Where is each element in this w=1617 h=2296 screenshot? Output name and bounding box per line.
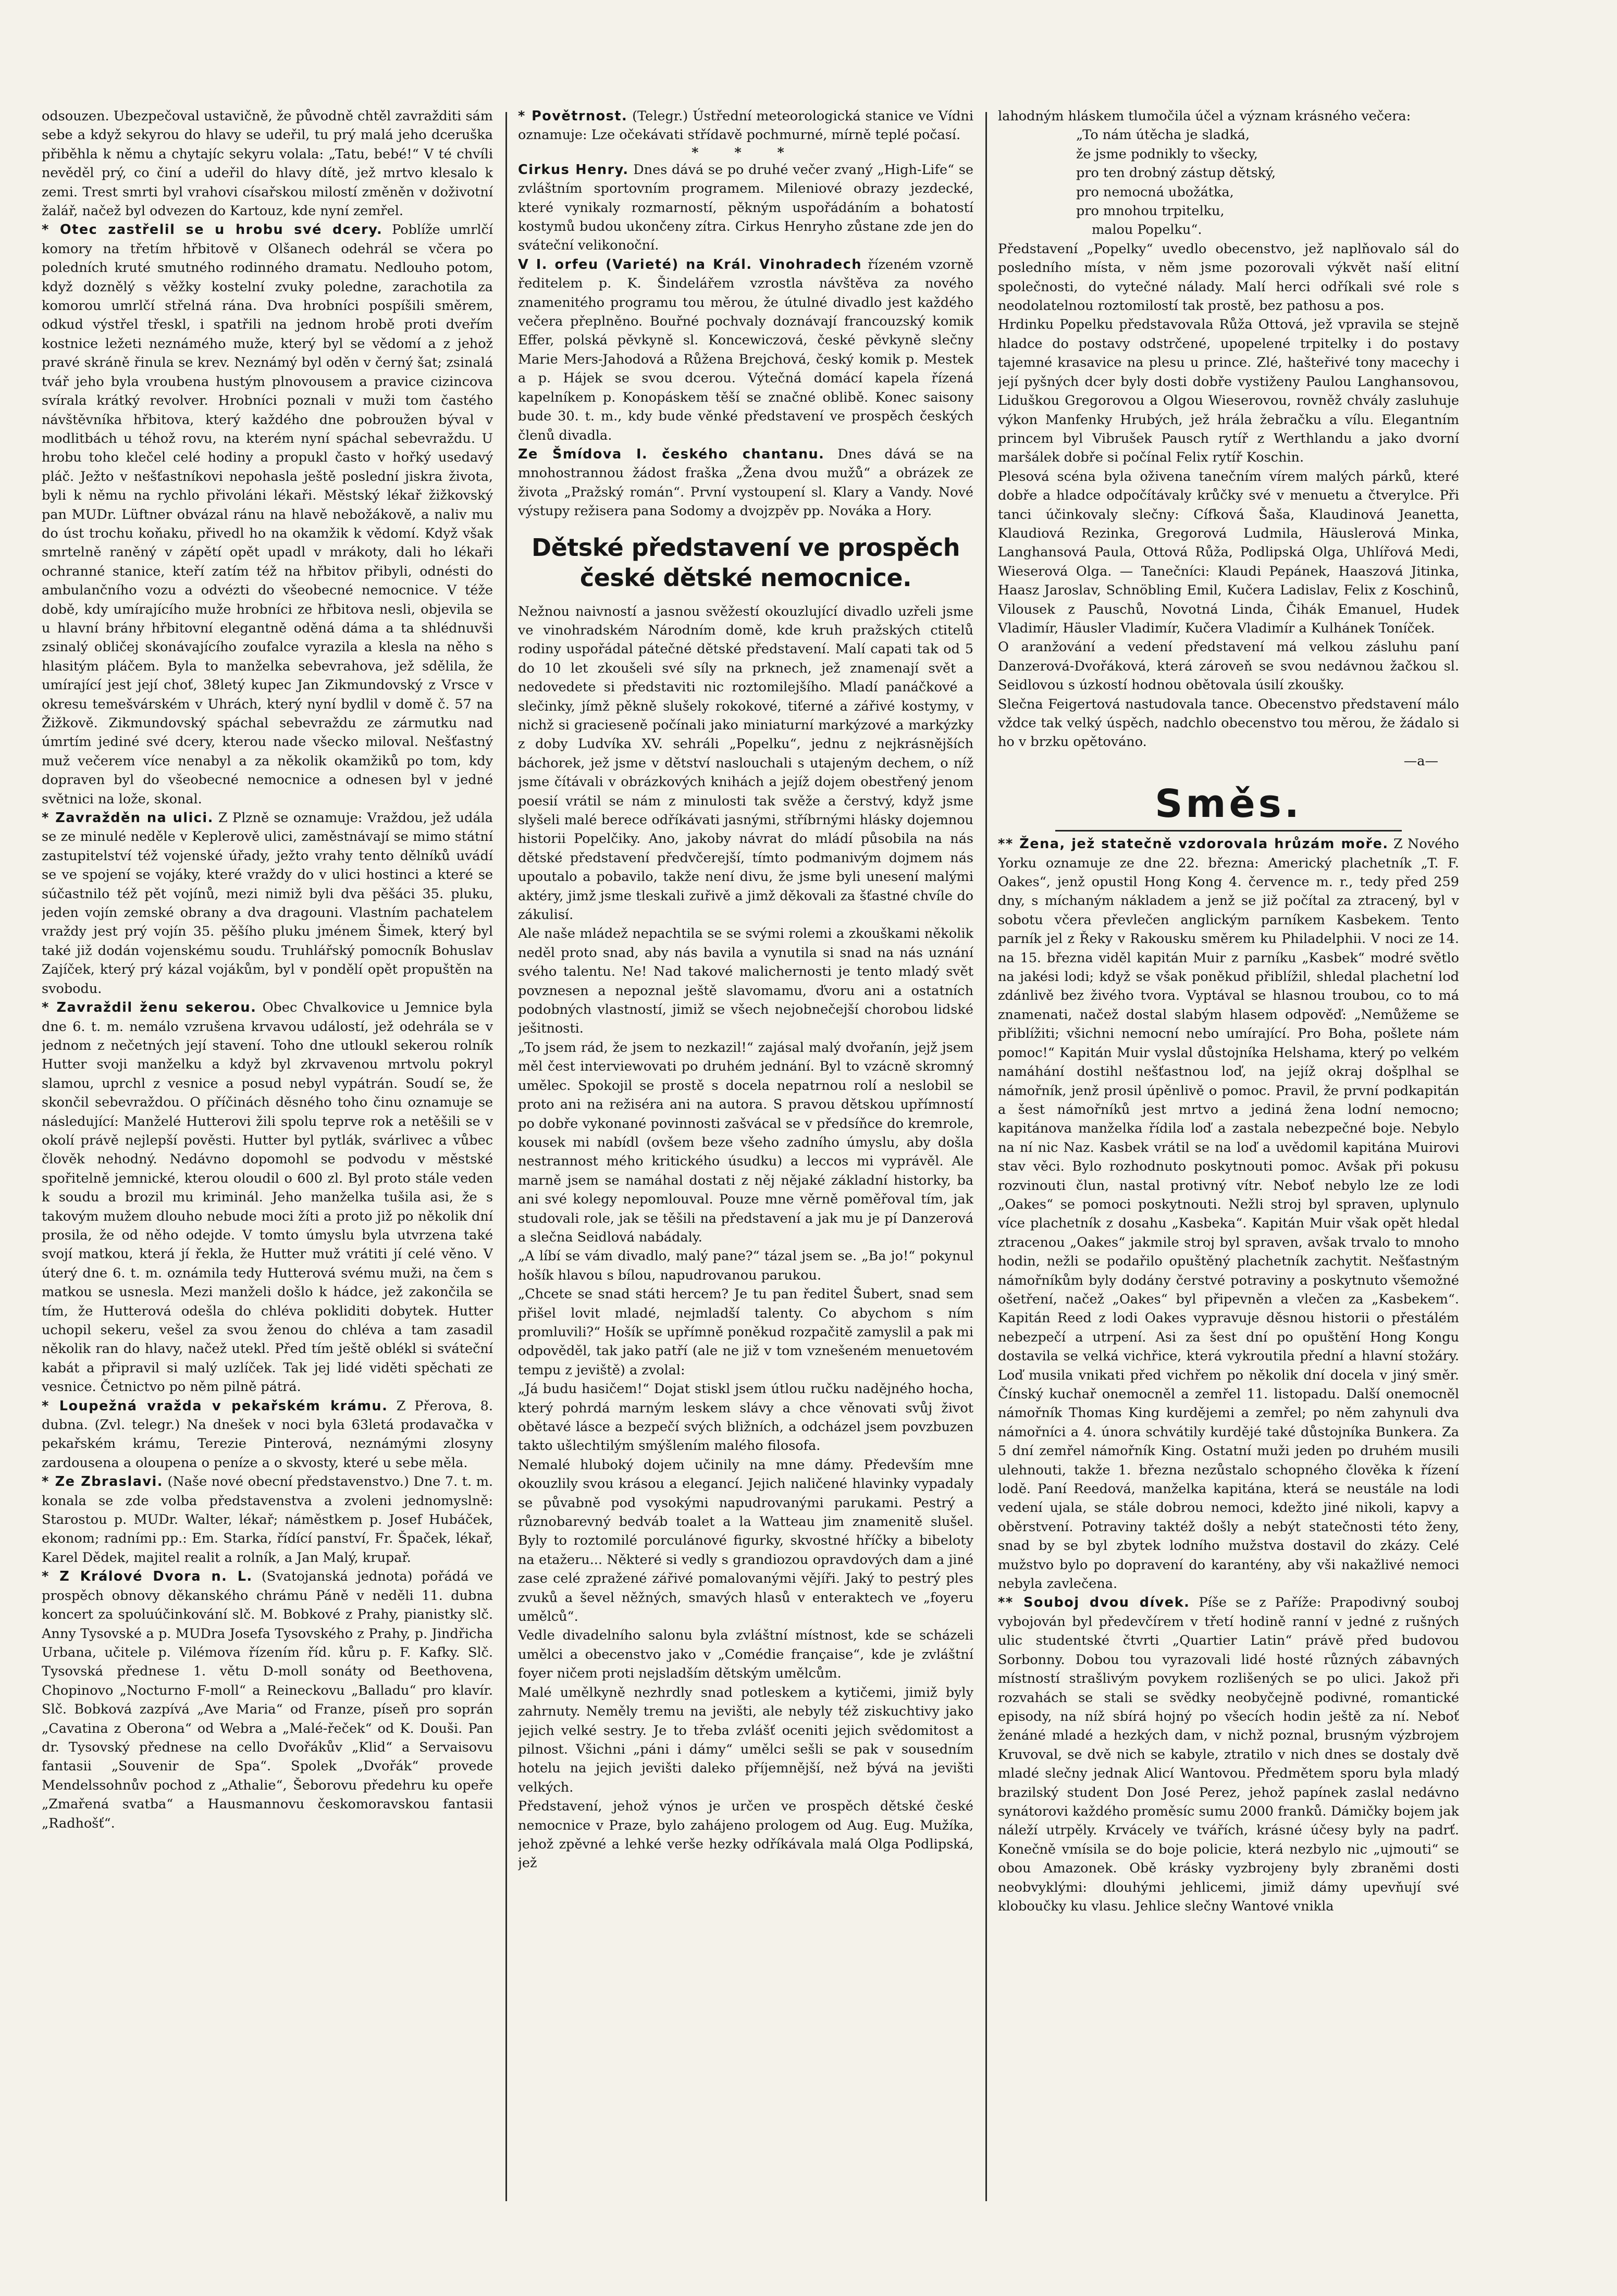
paragraph: „To jsem rád, že jsem to nezkazil!“ zajásal malý dvořanín, jejž jsem měl čest interviewovati po druhém jednání. Byl to vzácně skromný umělec. Spokojil se prostě s docela nepatrnou rolí a neslobil se proto ani na režiséra ani na autora. S pravou dětskou upřímností po dobře vykonané povinnosti zašvácal se v předsíňce do kremrole, kousek mi nabídl (ovšem beze všeho zadního úmyslu, aby došla nestrannost mého kritického úsudku) a leccos mi vyprávěl. Ale marně jsem se namáhal dostati z něj nějaké základní historky, ba ani své kolegy nepomlouval. Pouze mne věrně poměřoval tím, jak studovali role, jak se těšili na představení a jak mu je pí Danzerová a slečna Seidlová nabádaly. (518, 1039, 973, 1245)
news-item (42, 809, 493, 998)
news-item-text: Z Přerova, 8. dubna. (Zvl. telegr.) Na dnešek v noci byla 63letá prodavačka v pekařském krámu, Terezie Pinterová, neznámými zlosyny zardousena a oloupena o peníze a o skvosty, které u sebe měla. (42, 1398, 493, 1471)
news-item-headline: * Zavražděn na ulici. (42, 810, 214, 826)
paragraph: Nežnou naivností a jasnou svěžestí okouzlující divadlo uzřeli jsme ve vinohradském Národním domě, kde kruh pražských ctitelů rodiny uspořádal pátečné dětské představení. Malí capati tak od 5 do 10 let zkoušeli své síly na prknech, jež znamenají svět a nedovedete si představiti nic roztomilejšího. Mladí panáčkové a slečinky, jímž pěkně slušely rokokové, tiťerné a zářivé kostymy, v nichž si gracieseně počínali jako miniaturní markýzové a markýzky z doby Ludvíka XV. sehráli „Popelku“, jednu z nejkrásnějších báchorek, jež jsme v dětství naslouchali s utajeným dechem, o níž jsme čítávali v obrázkových knihách a jejíž dojem obestřený jenom poesií vrátil se nám z minulosti tak svěže a čerstvý, když jsme slyšeli malé berece odříkávati jasnými, stříbrnými hlásky dojemnou historii Popelčiky. Ano, jakoby návrat do mládí působila na nás dětské představení předvčerejší, tímto podmanivým dojmem nás upoutalo a pobavilo, takže není divu, že jsme byli unesení malými aktéry, jimž jsme tleskali zuřivě a jimž děkovali za šťastné chvíle do zákulisí. (518, 603, 973, 923)
news-item-text: (Svatojanská jednota) pořádá ve prospěch obnovy děkanského chrámu Páně v neděli 11. dubna koncert za spoluúčinkování slč. M. Bobkové z Prahy, pianistky slč. Anny Tysovské a p. MUDra Josefa Tysovského z Prahy, p. Jindřicha Urbana, učitele p. Vilémova řízením říd. kůru p. F. Kafky. Slč. Tysovská přednese 1. větu D-moll sonáty od Beethovena, Chopinovo „Nocturno F-moll“ a Reineckovu „Balladu“ pro klavír. Slč. Bobková zazpívá „Ave Maria“ od Franze, píseň pro soprán „Cavatina z Oberona“ od Webra a „Malé-řeček“ od K. Douši. Pan dr. Tysovský přednese na cello Dvořákův „Klid“ a Servaisovu fantasii „Souvenir de Spa“. Spolek „Dvořák“ provede Mendelssohnův pochod z „Athalie“, Šeborovu předehru ku opeře „Zmařená svatba“ a Hausmannovu českomoravskou fantasii „Radhošť“. (42, 1569, 493, 1831)
news-item (42, 1567, 493, 1833)
paragraph: „A líbí se vám divadlo, malý pane?“ tázal jsem se. „Ba jo!“ pokynul hošík hlavou s bílou, napudrovanou parukou. (518, 1248, 973, 1283)
verse-line: že jsme podnikly to všecky, (1076, 146, 1258, 162)
news-item-text: (Telegr.) Ústřední meteorologická stanice ve Vídni oznamuje: Lze očekávati střídavě pochmurné, mírně teplé počasí. (518, 108, 973, 143)
news-item-text: Píše se z Paříže: Prapodivný souboj vybojován byl předevčírem v třetí hodině ranní v jedné z rušných ulic studentské čtvrti „Quartier Latin“ právě před budovou Sorbonny. Dobou tou vyrazovali lidé hosté různých zábavných místností strašlivým povykem rozlišených se po ulici. Jakož při rozvahách se stali se svědky neobyčejně podivné, romantické episody, na níž sbírá hojný po všecích hodin ještě za ní. Neboť ženáné mladé a hezkých dam, v nichž poznal, brusným výzbrojem Kruvoval, se dvě nich se kabyle, ztratilo v nich dnes se dostaly dvě mladé slečny jednak Alicí Wantovou. Předmětem sporu byla mladý brazilský student Don José Perez, jehož papínek zaslal nedávno synátorovi každého proměsíc sumu 2000 franků. Dámičky bojem jak náleží utrpěly. Krvácely ve tvářích, krásné účesy byly na padrť. Konečně vmísila se do boje policie, která nezbylo nic „ujmouti“ se obou Amazonek. Obě krásky vyzbrojeny byly zbraněmi dosti neobvyklými: dlouhými jehlicemi, jimiž dámy upevňují své kloboučky ku vlasu. Jehlice slečny Wantové vnikla (998, 1595, 1459, 1914)
column-3-article-continued (998, 107, 1459, 126)
news-item-headline: ** Souboj dvou dívek. (998, 1595, 1190, 1611)
news-item-headline: * Otec zastřelil se u hrobu své dcery. (42, 222, 383, 238)
paragraph: Hrdinku Popelku představovala Růža Ottová, jež vpravila se stejně hladce do postavy odstrčené, upopelené trpitelky i do postavy tajemné krasavice na plesu u prince. Zlé, hašteřivé tony macechy i její pyšných dcer byly dosti dobře vystiženy Paulou Langhansovou, Liduškou Gregorovou a Olgou Wieserovou, rovněž chvály zasluhuje výkon Manfenky Hrubých, jež hrála žebračku a vílu. Elegantním princem byl Vibrušek Pausch rytíř z Werthlandu a jako dvorní maršálek dobře si počínal Felix rytíř Koschin. (998, 317, 1459, 466)
verse-line: pro nemocná ubožátka, (1076, 184, 1234, 200)
paragraph: Slečna Feigertová nastudovala tance. Obecenstvo představení málo vždce tak velký úspěch, nadchlo obecenstvo tou měrou, že žádalo si ho v brzku opětováno. (998, 696, 1459, 750)
news-item-text: Z Nového Yorku oznamuje ze dne 22. března: Americký plachetník „T. F. Oakes“, jenž opustil Hong Kong 4. července m. r., tedy před 259 dny, s míchaným nákladem a jenž se již počítal za ztracený, byl v sobotu včera převlečen anglickým parníkem Kasbekem. Tento parník jel z Řeky v Rakousku směrem ku Philadelphii. V noci ze 14. na 15. března viděl kapitán Muir z parníku „Kasbek“ modré světlo na jakési lodi; když se však poněkud přiblížil, shledal plachetní loď zdánlivě bez živého tvora. Vyptával se hlasnou troubou, co to má znamenati, načež dostal slabým hlasem odpověď: „Nemůžeme se přiblížiti; všichni nemocní nebo umírající. Pro Boha, pošlete nám pomoc!“ Kapitán Muir vyslal důstojníka Helshama, který po velkém namáhání dostihl nešťastnou loď, na jejíž okraj došplhal se námořník, jenž prosil úpěnlivě o pomoc. Pravil, že první podkapitán a šest námořníků jest mrtvo a jediná žena lodní nemocno; kapitánova manželka řídila loď a zastala nebezpečné boje. Nebylo na ní nic Naz. Kasbek vrátil se na loď a uvědomil kapitána Muirovi stav věci. Bylo rozhodnuto poskytnouti pomoc. Avšak při pokusu rozvinouti člun, nastal protivný vítr. Neboť nebylo lze ze lodi „Oakes“ se pomoci poskytnouti. Nežli stroj byl spraven, uplynulo více plachetník z dosahu „Kasbeka“. Kapitán Muir však opět hledal ztracenou „Oakes“ jakmile stroj byl spraven, avšak trvalo to mnoho hodin, nežli se podařilo opuštěný plachetník zachytit. Nešťastným námořníkům byly dodány čerstvé potraviny a poskytnuto všemožné ošetření, načež „Oakes“ byl připevněn a vlečen za „Kasbekem“. Kapitán Reed z lodi Oakes vypravuje děsnou historii o přestálém nebezpečí a utrpení. Asi za šest dní po opuštění Hong Kongu dostavila se velká vichřice, která vykroutila přední a hlavní stožáry. Loď musila vnikati před vichřem po několik dní docela v jiný směr. Čínský kuchař onemocněl a zemřel 11. listopadu. Další onemocněl námořník Thomas King kurdějemi a zemřel; po něm zahynuli dva námořníci a 4. února schvátily kurdějé také důstojníka Bunkera. Za 5 dní zemřel námořník King. Ostatní muži jeden po druhém musili ulehnouti, takže 1. března nezůstalo schopného člověka k řízení lodě. Paní Reedová, manželka kapitána, která se neustále na lodi vedení ujala, se stále dobrou nemoci, kdežto jiné nikoli, kapvy a oběrstvení. Potraviny taktéž došly a nebýt statečnosti této ženy, snad by se byl zbytek lodního mužstva dostavil do zkázy. Celé mužstvo bylo po dopravení do karantény, aby vši nakažlivé nemoci nebyla zavlečena. (998, 836, 1459, 1592)
news-item-headline: * Zavraždil ženu sekerou. (42, 1000, 257, 1016)
paragraph: Vedle divadelního salonu byla zvláštní místnost, kde se scházeli umělci a obecenstvo jako v „Comédie française“, kde je zvláštní foyer ničem proti nejsladším dětským umělcům. (518, 1628, 973, 1682)
newspaper-page (42, 107, 1459, 2201)
verse-line: malou Popelku“. (1092, 222, 1202, 238)
paragraph: O aranžování a vedení představení má velkou zásluhu paní Danzerová-Dvořáková, která zároveň se svou nedávnou žačkou sl. Seidlovou s úzkostí hodnou obětovala úsilí zkoušky. (998, 639, 1459, 693)
paragraph: Ale naše mládež nepachtila se se svými rolemi a zkouškami několik neděl proto snad, aby nás bavila a vynutila si snad na nás uznání svého talentu. Ne! Nad takové malichernosti je tento mladý svět povznesen a nepoznal ještě slavomamu, ďvoru ani a ostatních podobných vlastností, jimiž se všech nejobnečejší chorobou lidské ješitnosti. (518, 926, 973, 1037)
column-2-article (518, 602, 973, 1873)
paragraph: Představení „Popelky“ uvedlo obecenstvo, jež naplňovalo sál do posledního místa, v něm jsme pozorovali výkvět naší elitní společnosti, do vytečné nálady. Malí herci odříkali své role s neodolatelnou roztomilostí tak prostě, bez pathosu a pos. (998, 241, 1459, 314)
article-signature: —a— (1403, 753, 1438, 769)
section-title-smes: Směs. (1155, 781, 1302, 827)
section-rule (1055, 830, 1402, 831)
news-item-text: (Naše nové obecní představenstvo.) Dne 7. t. m. konala se zde volba představenstva a zvoleni jednomyslně: Starostou p. MUDr. Walter, lékař; náměstkem p. Josef Hubáček, ekonom; radními pp.: Em. Starka, řídící panství, Fr. Špaček, lékař, Karel Dědek, majitel realit a rolník, a Jan Malý, krupař. (42, 1474, 493, 1566)
news-item-headline: Ze Šmídova I. českého chantanu. (518, 446, 825, 462)
column-1 (42, 107, 493, 2201)
news-item (998, 835, 1459, 1593)
news-item (518, 160, 973, 255)
news-item (998, 1593, 1459, 1916)
news-item-headline: * Ze Zbraslavi. (42, 1474, 163, 1490)
article-title: Dětské představení ve prospěch české dětské nemocnice. (531, 533, 960, 592)
news-item-text: řízeném vzorně ředitelem p. K. Šindelářem vzrostla návštěva za nového znamenitého programu tou měrou, že útulné divadlo jest každého večera přeplněno. Bouřné pochvaly doznávají francouzský komik Effer, polská pěvkyně sl. Koncewiczová, české pěvkyně slečny Marie Mers-Jahodová a Růžena Brejchová, český komik p. Mestek a p. Hájek se svou dcerou. Výtečná domácí kapela řízená kapelníkem p. Konopáskem těší se značné oblibě. Konec saisony bude 30. t. m., kdy bude věnké představení ve prospěch českých členů divadla. (518, 256, 973, 443)
news-item-text: Z Plzně se oznamuje: Vraždou, jež udála se ze minulé neděle v Keplerově ulici, zaměstnávají se mimo státní zastupitelství též vojenské úřady, ježto vrahy tento dělníků uvádí se ve spojení se vojáky, které vraždy do v ulici hostinci a které se súčastnilo též pět vojínů, mezi nimiž byli dva pěšáci 35. pluku, jeden vojín zemské obrany a dva dragouni. Vlastním pachatelem vraždy jest prý vojín 35. pěšího pluku jménem Šimek, který byl také již dodán vojenskému soudu. Truhlářský pomocník Bohuslav Zajíček, který prý kázal vojákům, byl v pondělí opět propuštěn na svobodu. (42, 810, 493, 997)
verse-line: pro ten drobný zástup dětský, (1076, 165, 1276, 181)
news-item (42, 998, 493, 1397)
separator: * * * (692, 144, 800, 160)
column-3 (998, 107, 1459, 2201)
column-3-article-body (998, 240, 1459, 752)
news-item-text: Dnes dává se po druhé večer zvaný „High-Life“ se zvláštním sportovním programem. Mileniové obrazy jezdecké, které vynikaly rozmarností, pěkným uspořádáním a bohatostí kostymů budou ukončeny zítra. Cirkus Henryho zůstane zde jen do sváteční velikonoční. (518, 162, 973, 254)
paragraph: Představení, jehož výnos je určen ve prospěch dětské české nemocnice v Praze, bylo zahájeno prologem od Aug. Eug. Mužíka, jehož zpěvné a lehké verše hezky odříkávala malá Olga Podlipská, jež (518, 1798, 973, 1871)
news-item-headline: * Z Králové Dvora n. L. (42, 1569, 253, 1585)
column-rule-1 (505, 112, 507, 2201)
news-item-text: Obec Chvalkovice u Jemnice byla dne 6. t. m. nemálo vzrušena krvavou událostí, jež odehrála se v jednom z nečetných její stavení. Toho dne utloukl sekerou rolník Hutter svoji manželku a když byl zkrvavenou mrtvolu pokryl slamou, uprchl z vesnice a posud nebyl vypátrán. Soudí se, že skončil sebevraždou. O příčinách děsného toho činu oznamuje se následující: Manželé Hutterovi žili spolu teprve rok a netěšili se v okolí právě nejlepší pověsti. Hutter byl pytlák, svárlivec a vůbec člověk nehodný. Nedávno dopomohl se podvodu v městské spořitelně jemnické, kterou oloudil o 600 zl. Byl proto stále veden k soudu a brozil mu kriminál. Jeho manželka tušila asi, že s takovým mužem dlouho nebude moci žíti a proto již po několik dní prosila, že od něho odejde. V tomto úmyslu byla utvrzena také svojí matkou, která jí řekla, že Hutter muž vrátiti jí celé věno. V úterý dne 6. t. m. oznámila tedy Hutterová svému muži, na čem s matkou se usnesla. Mezi manželi došlo k hádce, jež zakončila se tím, že Hutterová odešla do chléva pokliditi dobytek. Hutter uchopil sekeru, vešel za svou ženou do chléva a tam zasadil několik ran do hlavy, načež utekl. Před tím ještě oblékl si sváteční kabát a připravil si malý uzlíček. Tak jej lidé viděti spěchati ze vesnice. Četnictvo po něm pilně pátrá. (42, 1000, 493, 1395)
news-item-headline: ** Žena, jež statečně vzdorovala hrůzám moře. (998, 836, 1389, 852)
prologue-verse (998, 126, 1459, 239)
verse-line: pro mnohou trpitelku, (1076, 203, 1225, 219)
paragraph: lahodným hláskem tlumočila účel a význam krásného večera: (998, 108, 1411, 124)
news-item-headline: * Povětrnost. (518, 108, 628, 124)
paragraph: Nemalé hluboký dojem učinily na mne dámy. Především mne okouzlily svou krásou a elegancí. Jejich naličené hlavinky vypadaly se půvabně pod vysokými napudrovanými parukami. Pestrý a různobarevný bedváb toalet a la Watteau jim znamenitě slušel. Byly to roztomilé porculánové figurky, skvostné hříčky a bibeloty na etažeru... Některé si vedly s grandiozou opravdových dam a jiné zase celé zpražené zářivé pomalovanými vějíři. Jaký to pestrý ples zvuků a ševel něžných, smavých hlasů v enteraktech ve „foyeru umělců“. (518, 1457, 973, 1625)
column-3-miscellany (998, 835, 1459, 1916)
news-item-text: Dnes dává se na mnohostrannou žádost fraška „Žena dvou mužů“ a obrázek ze života „Pražský román“. První vystoupení sl. Klary a Vandy. Nové výstupy režisera pana Sodomy a dvojzpěv pp. Nováka a Hory. (518, 446, 973, 519)
news-item (518, 445, 973, 521)
news-item-headline: * Loupežná vražda v pekařském krámu. (42, 1398, 388, 1414)
news-item-headline: Cirkus Henry. (518, 162, 629, 178)
column-rule-2 (985, 112, 987, 2201)
news-item (518, 255, 973, 445)
news-item-text: Poblíže umrlčí komory na třetím hřbitově v Olšanech odehrál se včera po poledních kruté smutného rodinného dramatu. Nedlouho potom, když doznělý s věžky kostelní zvuky poledne, zarachotila za komorou umrlčí střelná rána. Dva hrobníci pospíšili směrem, odkud výstřel třeskl, i spatřili na jednom hrobě proti dveřím kostnice ležeti neznámého muže, který byl se vědomí a z jehož pravé skráně řinula se krev. Neznámý byl oděn v černý šat; zsinalá tvář jeho byla vroubena hustým plnovousem a pravice cizincova svírala krátký revolver. Hrobníci poznali v muži tom častého návštěvníka hřbitova, který každého dne pobroužen býval v modlitbách u téhož rovu, na kterém nyní spáchal sebevraždu. U hrobu toho klečel celé hodiny a propukl často v hořký usedavý pláč. Ježto v nešťastníkovi nepohasla ještě poslední jiskra života, byli k němu na rychlo přivoláni lékaři. Městský lékař žižkovský pan MUDr. Lüftner obvázal ránu na hlavě nebožákově, a naliv mu do úst trochu koňaku, přivedl ho na okamžik k vědomí. Když však smrtelně raněný v zápětí opět upadl v mrákoty, dali ho lékaři ochranné stanice, kteří zatím též na hřbitov přibyli, odnésti do ambulančního vozu a odvézti do všeobecné nemocnice. V téže době, kdy umírajícího muže hrobníci ze hřbitova nesli, objevila se u hlavní brány hřbitovní elegantně oděná dáma a ta shlédnuvši zsinalý obličej skonávajícího zoufalce vyrazila a klesla na něho s hlasitým pláčem. Byla to manželka sebevrahova, jež sdělila, že umírající jest její choť, 38letý kupec Jan Zikmundovský z Vrsce v okresu temešvárském v Uhrách, který nyní bydlil v domě č. 57 na Žižkově. Zikmundovský spáchal sebevraždu ze zármutku nad úmrtím jediné své dcery, kterou nade všecko miloval. Nešťastný muž večerem více nenabyl a za několik okamžiků po tom, kdy dopraven byl do všeobecné nemocnice a odnesen byl v jedné světnici na lože, skonal. (42, 222, 493, 807)
paragraph: Plesová scéna byla oživena tanečním vírem malých párků, které dobře a hladce odpočítávaly krůčky své v menuetu a čtverylce. Při tanci účinkovaly slečny: Cífková Šaša, Klaudinová Jeanetta, Klaudiová Rezinka, Gregorová Ludmila, Häuslerová Minka, Langhansová Paula, Ottová Růža, Podlipská Olga, Uhlířová Medi, Wieserová Olga. — Tanečníci: Klaudi Pepánek, Haaszová Jitinka, Haasz Jaroslav, Schnöbling Emil, Kučera Ladislav, Felix z Koschinů, Vilousek z Pauschů, Novotná Linda, Čihák Emanuel, Hudek Vladimír, Häusler Vladimír, Kučera Vladimír a Kulhánek Toníček. (998, 468, 1459, 636)
news-item (42, 220, 493, 809)
paragraph: odsouzen. Ubezpečoval ustavičně, že původně chtěl zavražditi sám sebe a když sekyrou do hlavy se udeřil, tu prý malá jeho dceruška přiběhla k němu a chytajíc sekyru volala: „Tatu, bebé!“ V té chvíli nevěděl prý, co činí a udeřil do hlavy dítě, jež mrtvo klesalo k zemi. Trest smrti byl vrahovi císařskou milostí změněn v doživotní žalář, načež byl odvezen do Kartouz, kde nyní zemřel. (42, 108, 493, 219)
paragraph: „Já budu hasičem!“ Dojat stiskl jsem útlou ručku nadějného hocha, který pohrdá marným leskem slávy a chce věnovati svůj život obětavé lásce a bezpečí svých bližních, a odcházel jsem povzbuzen takto ušlechtilým smýšlením malého filosofa. (518, 1381, 973, 1454)
news-item (42, 1472, 493, 1567)
paragraph: Malé umělkyně nezhrdly snad potleskem a kytičemi, jimiž byly zahrnuty. Neměly tremu na jevišti, ale nebyly též ziskuchtivy jako jejich velké sestry. Je to třeba zvlášť oceniti jejich svědomitost a pilnost. Všichni „páni i dámy“ umělci sešli se pak v sousedním hotelu na jejich jevišti daleko příjemnější, než bývá na jevišti velkých. (518, 1684, 973, 1795)
news-item (42, 1397, 493, 1473)
paragraph: „Chcete se snad státi hercem? Je tu pan ředitel Šubert, snad sem přišel lovit mladé, nejmladší talenty. Co abychom s ním promluvili?“ Hošík se upřímně poněkud rozpačitě zamyslil a pak mi odpověděl, tak jako patří (ale ne již v tom vznešeném menuetovém tempu z jeviště) a zvolal: (518, 1286, 973, 1378)
news-item (518, 107, 973, 145)
column-2 (518, 107, 973, 2201)
verse-line: „To nám útěcha je sladká, (1076, 127, 1250, 143)
news-item-headline: V I. orfeu (Varieté) na Král. Vinohradech (518, 256, 862, 272)
column-2-news (518, 107, 973, 521)
